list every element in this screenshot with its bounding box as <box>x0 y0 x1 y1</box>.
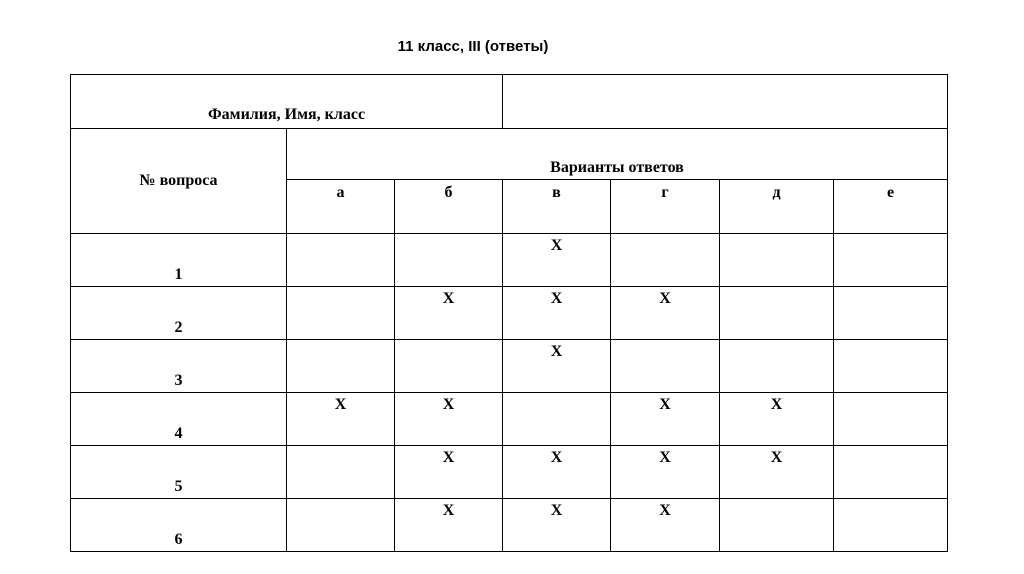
answer-cell[interactable] <box>395 234 503 287</box>
question-number: 1 <box>71 234 287 287</box>
answer-cell[interactable] <box>287 234 395 287</box>
answer-cell[interactable]: X <box>611 499 720 552</box>
table-row <box>71 234 948 287</box>
question-number: 2 <box>71 287 287 340</box>
answer-cell[interactable] <box>287 287 395 340</box>
answer-cell[interactable]: X <box>720 446 834 499</box>
answer-cell[interactable]: X <box>395 287 503 340</box>
answer-cell[interactable]: X <box>395 393 503 446</box>
table-row <box>71 340 948 393</box>
answer-cell[interactable] <box>720 340 834 393</box>
question-number: 3 <box>71 340 287 393</box>
answer-cell[interactable]: X <box>395 446 503 499</box>
answer-cell[interactable]: X <box>503 287 611 340</box>
option-header: а <box>287 180 395 234</box>
option-header: в <box>503 180 611 234</box>
answer-cell[interactable]: X <box>611 393 720 446</box>
answer-cell[interactable]: X <box>503 499 611 552</box>
answer-cell[interactable] <box>720 499 834 552</box>
answer-cell[interactable] <box>834 340 948 393</box>
answer-cell[interactable]: X <box>611 446 720 499</box>
table-row <box>71 446 948 499</box>
name-field[interactable] <box>503 75 948 129</box>
answer-cell[interactable] <box>834 446 948 499</box>
answer-cell[interactable] <box>611 234 720 287</box>
header-row <box>71 129 948 180</box>
question-number-header: № вопроса <box>71 129 287 234</box>
answer-cell[interactable] <box>287 499 395 552</box>
answer-cell[interactable]: X <box>611 287 720 340</box>
answer-cell[interactable] <box>287 340 395 393</box>
question-number: 6 <box>71 499 287 552</box>
answer-cell[interactable]: X <box>503 446 611 499</box>
option-header: б <box>395 180 503 234</box>
answer-cell[interactable] <box>287 446 395 499</box>
table-row <box>71 393 948 446</box>
option-header: д <box>720 180 834 234</box>
answer-cell[interactable] <box>834 393 948 446</box>
answer-variants-header: Варианты ответов <box>287 129 948 180</box>
option-header: г <box>611 180 720 234</box>
answer-cell[interactable] <box>834 499 948 552</box>
answer-cell[interactable]: X <box>720 393 834 446</box>
answer-cell[interactable]: X <box>395 499 503 552</box>
answer-cell[interactable]: X <box>503 234 611 287</box>
answer-cell[interactable]: X <box>503 340 611 393</box>
answer-cell[interactable] <box>720 287 834 340</box>
answer-cell[interactable]: X <box>287 393 395 446</box>
answer-cell[interactable] <box>834 234 948 287</box>
table-row <box>71 287 948 340</box>
answer-cell[interactable] <box>503 393 611 446</box>
answers-table <box>70 74 948 552</box>
answer-cell[interactable] <box>395 340 503 393</box>
answer-cell[interactable] <box>834 287 948 340</box>
answer-cell[interactable] <box>611 340 720 393</box>
option-header: е <box>834 180 948 234</box>
question-number: 5 <box>71 446 287 499</box>
table-row <box>71 499 948 552</box>
name-row <box>71 75 948 129</box>
name-label: Фамилия, Имя, класс <box>71 75 503 129</box>
question-number: 4 <box>71 393 287 446</box>
answer-cell[interactable] <box>720 234 834 287</box>
page-title: 11 класс, III (ответы) <box>397 38 549 55</box>
